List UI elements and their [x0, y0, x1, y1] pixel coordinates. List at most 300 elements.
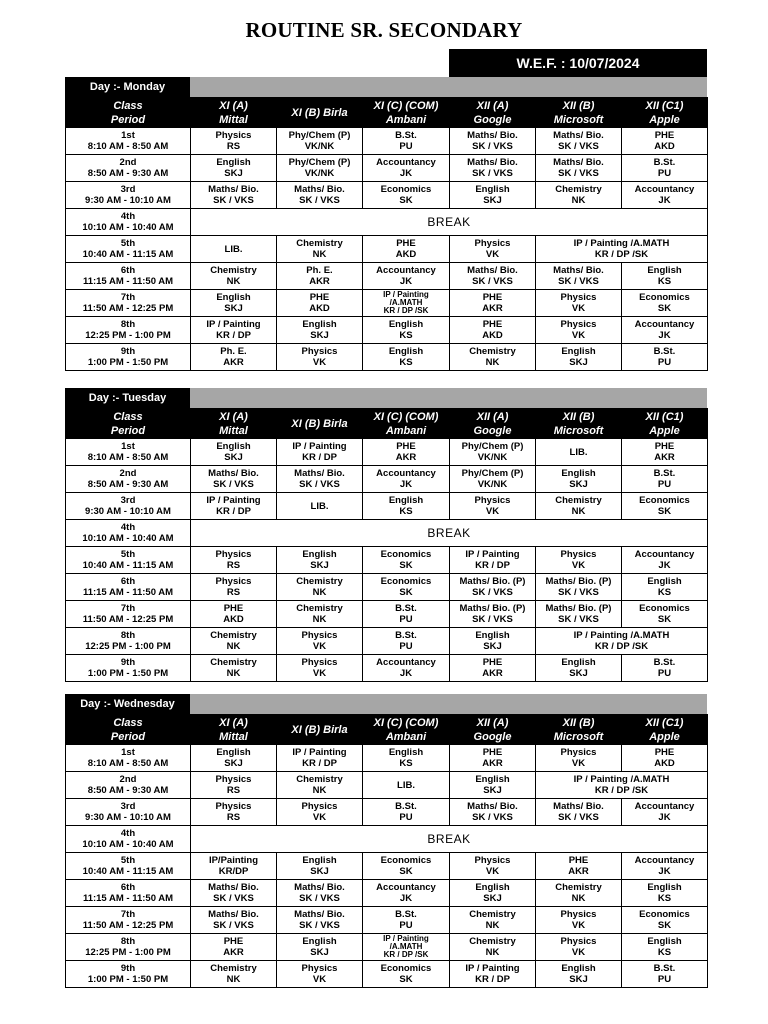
cell-line: English	[475, 882, 510, 893]
subject-cell	[536, 182, 622, 209]
subject-cell	[536, 853, 622, 880]
cell-line: Economics	[380, 855, 432, 866]
cell-line: 2nd	[119, 157, 137, 168]
cell-line: English	[302, 855, 337, 866]
subject-cell	[536, 601, 622, 628]
subject-cell	[277, 628, 363, 655]
cell-line: PU	[657, 479, 672, 490]
cell-line: SK	[657, 506, 672, 517]
header-class-3	[450, 715, 536, 745]
cell-line: 8:10 AM - 8:50 AM	[87, 452, 169, 463]
subject-cell	[622, 439, 708, 466]
cell-line: PU	[399, 614, 413, 625]
cell-line: XI (A)	[219, 716, 248, 729]
cell-line: 9th	[120, 346, 136, 357]
cell-line: 10:10 AM - 10:40 AM	[82, 533, 174, 544]
subject-cell	[363, 547, 450, 574]
cell-line: Economics	[639, 292, 690, 303]
subject-cell	[536, 155, 622, 182]
cell-line: 9:30 AM - 10:10 AM	[85, 195, 171, 206]
cell-line: Physics	[215, 130, 252, 141]
cell-line: Maths/ Bio.	[553, 157, 604, 168]
period-cell	[66, 628, 191, 655]
cell-line: PHE	[223, 936, 244, 947]
cell-line: PU	[399, 641, 413, 652]
cell-line: JK	[658, 560, 671, 571]
subject-cell	[363, 655, 450, 682]
cell-line: B.St.	[395, 130, 417, 141]
header-class-period	[66, 98, 191, 128]
cell-line: SKJ	[224, 303, 243, 314]
period-cell	[66, 853, 191, 880]
cell-line: Economics	[380, 549, 432, 560]
period-cell	[66, 772, 191, 799]
cell-line: 8:10 AM - 8:50 AM	[87, 758, 169, 769]
cell-line: 11:50 AM - 12:25 PM	[82, 920, 174, 931]
header-class-4	[536, 715, 622, 745]
subject-cell	[363, 128, 450, 155]
cell-line: 11:50 AM - 12:25 PM	[82, 303, 174, 314]
cell-line: KS	[399, 357, 413, 368]
subject-cell	[450, 628, 536, 655]
table-row	[66, 317, 708, 344]
cell-line: Physics	[560, 936, 597, 947]
cell-line: PU	[657, 357, 672, 368]
cell-line: Physics	[474, 855, 511, 866]
subject-cell	[191, 745, 277, 772]
cell-line: NK	[312, 249, 327, 260]
cell-line: XII (B)	[562, 716, 595, 729]
cell-line: PHE	[654, 441, 675, 452]
subject-cell	[277, 290, 363, 317]
cell-line: SKJ	[224, 452, 243, 463]
cell-line: VK	[571, 303, 586, 314]
cell-line: NK	[485, 947, 500, 958]
cell-line: Economics	[639, 909, 690, 920]
cell-line: B.St.	[395, 630, 417, 641]
period-cell	[66, 574, 191, 601]
cell-line: 6th	[120, 882, 136, 893]
header-class-2	[363, 409, 450, 439]
cell-line: NK	[312, 614, 327, 625]
cell-line: Physics	[301, 630, 338, 641]
cell-line: Chemistry	[296, 238, 343, 249]
table-row	[66, 961, 708, 988]
cell-line: XII (C1)	[645, 99, 684, 112]
table-row	[66, 236, 708, 263]
day-header-bar	[65, 77, 707, 97]
cell-line: Chemistry	[555, 495, 602, 506]
subject-cell	[363, 745, 450, 772]
cell-line: SK / VKS	[472, 168, 513, 179]
subject-cell	[450, 772, 536, 799]
cell-line: PHE	[309, 292, 330, 303]
cell-line: SKJ	[224, 168, 243, 179]
cell-line: Chemistry	[469, 909, 516, 920]
subject-cell	[622, 907, 708, 934]
cell-line: SK / VKS	[472, 587, 513, 598]
header-class-3	[450, 409, 536, 439]
cell-line: Maths/ Bio.	[294, 882, 345, 893]
subject-cell	[622, 182, 708, 209]
cell-line: Physics	[474, 238, 511, 249]
cell-line: Maths/ Bio.	[208, 909, 259, 920]
cell-line: Physics	[215, 801, 252, 812]
cell-line: B.St.	[395, 909, 417, 920]
cell-line: SKJ	[569, 479, 588, 490]
cell-line: Accountancy	[376, 265, 436, 276]
cell-line: 8:10 AM - 8:50 AM	[87, 141, 169, 152]
cell-line: KR / DP	[216, 506, 251, 517]
cell-line: 1:00 PM - 1:50 PM	[87, 357, 169, 368]
subject-cell	[622, 317, 708, 344]
subject-cell	[363, 317, 450, 344]
cell-line: English	[388, 495, 424, 506]
cell-line: Google	[473, 113, 512, 126]
cell-line: SKJ	[569, 974, 588, 985]
day-label: Day :- Wednesday	[65, 694, 190, 714]
cell-line: 3rd	[120, 184, 136, 195]
cell-line: Maths/ Bio.	[208, 882, 259, 893]
table-row	[66, 493, 708, 520]
cell-line: NK	[571, 506, 586, 517]
subject-cell	[450, 155, 536, 182]
cell-line: Accountancy	[634, 184, 695, 195]
cell-line: 9:30 AM - 10:10 AM	[85, 506, 171, 517]
subject-cell	[191, 853, 277, 880]
cell-line: AKD	[482, 330, 503, 341]
cell-line: PU	[399, 920, 413, 931]
cell-line: AKD	[654, 758, 675, 769]
cell-line: 8:50 AM - 9:30 AM	[87, 168, 169, 179]
cell-line: VK	[571, 947, 586, 958]
wef-date-banner: W.E.F. : 10/07/2024	[449, 49, 707, 77]
cell-line: 10:40 AM - 11:15 AM	[82, 560, 174, 571]
cell-line: 2nd	[119, 468, 137, 479]
cell-line: VK	[312, 974, 327, 985]
subject-cell	[622, 745, 708, 772]
subject-cell	[536, 907, 622, 934]
cell-line: VK	[571, 330, 586, 341]
cell-line: English	[647, 576, 682, 587]
cell-line: 10:40 AM - 11:15 AM	[82, 249, 174, 260]
cell-line: SKJ	[483, 785, 502, 796]
subject-cell	[536, 439, 622, 466]
subject-cell	[622, 601, 708, 628]
cell-line: Ambani	[385, 113, 427, 126]
cell-line: English	[475, 630, 510, 641]
cell-line: Economics	[380, 576, 432, 587]
cell-line: Period	[110, 424, 146, 437]
cell-line: PHE	[482, 747, 503, 758]
cell-line: B.St.	[653, 963, 676, 974]
cell-line: AKR	[223, 357, 244, 368]
subject-cell	[277, 853, 363, 880]
break-cell: BREAK	[191, 520, 708, 547]
table-row	[66, 907, 708, 934]
subject-cell	[622, 155, 708, 182]
subject-cell	[622, 574, 708, 601]
subject-cell	[277, 155, 363, 182]
cell-line: Accountancy	[376, 468, 436, 479]
subject-cell	[363, 263, 450, 290]
cell-line: SKJ	[310, 560, 329, 571]
cell-line: SK / VKS	[299, 195, 340, 206]
cell-line: SKJ	[224, 758, 243, 769]
cell-line: KR / DP /SK	[383, 306, 429, 315]
cell-line: KS	[399, 506, 413, 517]
cell-line: Phy/Chem (P)	[461, 441, 524, 452]
cell-line: SK / VKS	[558, 587, 599, 598]
cell-line: Maths/ Bio.	[553, 130, 604, 141]
cell-line: XI (C) (COM)	[373, 410, 439, 423]
timetable	[65, 408, 708, 682]
subject-cell	[363, 772, 450, 799]
header-class-0	[191, 409, 277, 439]
cell-line: 1st	[121, 747, 135, 758]
cell-line: Physics	[301, 801, 338, 812]
subject-cell	[622, 344, 708, 371]
subject-cell	[363, 236, 450, 263]
cell-line: XII (A)	[476, 410, 509, 423]
cell-line: KR / DP	[475, 560, 510, 571]
subject-cell	[536, 574, 622, 601]
period-cell	[66, 290, 191, 317]
subject-cell	[363, 290, 450, 317]
header-class-2	[363, 715, 450, 745]
subject-cell	[536, 466, 622, 493]
table-row	[66, 520, 708, 547]
subject-cell	[450, 317, 536, 344]
subject-cell	[536, 880, 622, 907]
cell-line: English	[216, 157, 251, 168]
cell-line: Physics	[560, 292, 597, 303]
cell-line: 7th	[120, 909, 136, 920]
subject-cell	[450, 547, 536, 574]
cell-line: PHE	[654, 130, 675, 141]
cell-line: SK	[399, 195, 413, 206]
period-cell	[66, 263, 191, 290]
subject-cell	[191, 880, 277, 907]
cell-line: VK	[312, 357, 327, 368]
cell-line: Microsoft	[553, 424, 604, 437]
cell-line: JK	[399, 668, 413, 679]
cell-line: SK / VKS	[213, 479, 254, 490]
cell-line: VK/NK	[304, 168, 335, 179]
cell-line: 10:10 AM - 10:40 AM	[82, 839, 174, 850]
cell-line: LIB.	[397, 779, 415, 791]
header-class-4	[536, 98, 622, 128]
cell-line: AKR	[395, 452, 417, 463]
period-cell	[66, 880, 191, 907]
cell-line: IP / Painting /A.MATH	[573, 630, 670, 641]
period-cell	[66, 934, 191, 961]
subject-cell	[450, 853, 536, 880]
cell-line: English	[388, 319, 424, 330]
cell-line: Chemistry	[296, 603, 343, 614]
cell-line: Chemistry	[210, 630, 257, 641]
table-row	[66, 853, 708, 880]
table-row	[66, 344, 708, 371]
cell-line: KS	[399, 330, 413, 341]
subject-cell	[191, 466, 277, 493]
cell-line: 11:15 AM - 11:50 AM	[82, 276, 174, 287]
cell-line: LIB.	[569, 446, 588, 458]
cell-line: Accountancy	[376, 657, 436, 668]
cell-line: Accountancy	[634, 319, 695, 330]
subject-cell	[450, 799, 536, 826]
subject-cell	[277, 466, 363, 493]
table-header-row	[66, 409, 708, 439]
cell-line: Physics	[215, 774, 252, 785]
cell-line: 5th	[120, 549, 136, 560]
cell-line: Physics	[301, 346, 338, 357]
cell-line: AKR	[568, 866, 589, 877]
subject-cell	[191, 907, 277, 934]
subject-cell	[450, 934, 536, 961]
cell-line: English	[561, 468, 596, 479]
cell-line: Chemistry	[555, 882, 602, 893]
cell-line: LIB.	[224, 243, 243, 255]
cell-line: SK	[399, 587, 413, 598]
cell-line: English	[216, 747, 251, 758]
cell-line: XII (C1)	[645, 410, 684, 423]
cell-line: SK / VKS	[299, 920, 340, 931]
cell-line: JK	[658, 195, 671, 206]
subject-cell	[622, 263, 708, 290]
cell-line: JK	[399, 893, 413, 904]
cell-line: Physics	[301, 963, 338, 974]
table-row	[66, 826, 708, 853]
period-cell	[66, 155, 191, 182]
cell-line: VK	[571, 920, 586, 931]
cell-line: SKJ	[483, 641, 502, 652]
break-cell: BREAK	[191, 209, 708, 236]
cell-line: Maths/ Bio.	[553, 265, 604, 276]
cell-line: 4th	[120, 828, 136, 839]
cell-line: PHE	[396, 441, 416, 452]
cell-line: 4th	[120, 211, 136, 222]
period-cell	[66, 466, 191, 493]
cell-line: Accountancy	[634, 855, 695, 866]
cell-line: KS	[657, 587, 672, 598]
cell-line: RS	[226, 141, 241, 152]
subject-cell	[536, 655, 622, 682]
subject-cell	[450, 493, 536, 520]
cell-line: Maths/ Bio.	[467, 265, 518, 276]
cell-line: 9th	[120, 963, 136, 974]
cell-line: JK	[658, 866, 671, 877]
subject-cell	[191, 317, 277, 344]
cell-line: XII (C1)	[645, 716, 684, 729]
subject-cell	[363, 155, 450, 182]
subject-cell	[622, 799, 708, 826]
cell-line: English	[216, 441, 251, 452]
subject-cell	[363, 934, 450, 961]
cell-line: 9th	[120, 657, 136, 668]
cell-line: Physics	[474, 495, 511, 506]
cell-line: AKR	[223, 947, 244, 958]
cell-line: SK / VKS	[472, 614, 513, 625]
table-row	[66, 547, 708, 574]
header-class-period	[66, 409, 191, 439]
subject-cell	[191, 961, 277, 988]
cell-line: KR / DP	[302, 758, 337, 769]
timetable	[65, 97, 708, 371]
header-class-1	[277, 409, 363, 439]
period-cell	[66, 209, 191, 236]
cell-line: XII (B)	[562, 410, 595, 423]
cell-line: Period	[110, 730, 146, 743]
subject-cell	[277, 128, 363, 155]
header-class-0	[191, 715, 277, 745]
table-header-row	[66, 715, 708, 745]
day-header-bar	[65, 388, 707, 408]
table-row	[66, 182, 708, 209]
cell-line: Ambani	[385, 424, 427, 437]
subject-cell	[450, 601, 536, 628]
subject-cell	[363, 466, 450, 493]
cell-line: Economics	[639, 495, 690, 506]
cell-line: KR / DP /SK	[383, 950, 429, 959]
cell-line: 2nd	[119, 774, 137, 785]
cell-line: Maths/ Bio.	[294, 184, 345, 195]
cell-line: IP / Painting	[206, 495, 261, 506]
cell-line: IP / Painting	[465, 549, 520, 560]
cell-line: 9:30 AM - 10:10 AM	[85, 812, 171, 823]
cell-line: VK/NK	[477, 479, 508, 490]
cell-line: 11:15 AM - 11:50 AM	[82, 893, 174, 904]
subject-cell	[450, 655, 536, 682]
day-block-monday	[65, 77, 707, 371]
page-title: ROUTINE SR. SECONDARY	[245, 18, 523, 42]
cell-line: XI (C) (COM)	[373, 99, 439, 112]
cell-line: PHE	[654, 747, 675, 758]
cell-line: Maths/ Bio.	[294, 909, 345, 920]
table-row	[66, 601, 708, 628]
cell-line: Accountancy	[634, 549, 695, 560]
cell-line: KR / DP /SK	[594, 641, 649, 652]
cell-line: JK	[399, 479, 413, 490]
cell-line: 3rd	[120, 495, 136, 506]
subject-cell	[622, 934, 708, 961]
table-row	[66, 772, 708, 799]
cell-line: NK	[226, 668, 241, 679]
cell-line: NK	[571, 195, 586, 206]
cell-line: SK / VKS	[558, 141, 599, 152]
subject-cell	[363, 493, 450, 520]
cell-line: IP / Painting	[465, 963, 520, 974]
cell-line: IP / Painting	[292, 441, 347, 452]
header-class-2	[363, 98, 450, 128]
subject-cell	[450, 236, 536, 263]
cell-line: Chemistry	[210, 265, 257, 276]
cell-line: XII (B)	[562, 99, 595, 112]
period-cell	[66, 344, 191, 371]
cell-line: 4th	[120, 522, 136, 533]
subject-cell	[363, 628, 450, 655]
cell-line: IP / Painting	[292, 747, 347, 758]
cell-line: XI (B) Birla	[291, 106, 348, 119]
cell-line: Physics	[215, 549, 252, 560]
cell-line: Maths/ Bio.	[294, 468, 345, 479]
header-class-5	[622, 715, 708, 745]
cell-line: SK	[657, 303, 672, 314]
cell-line: 8th	[120, 630, 136, 641]
cell-line: Accountancy	[376, 157, 436, 168]
cell-line: JK	[399, 276, 413, 287]
subject-cell	[450, 182, 536, 209]
